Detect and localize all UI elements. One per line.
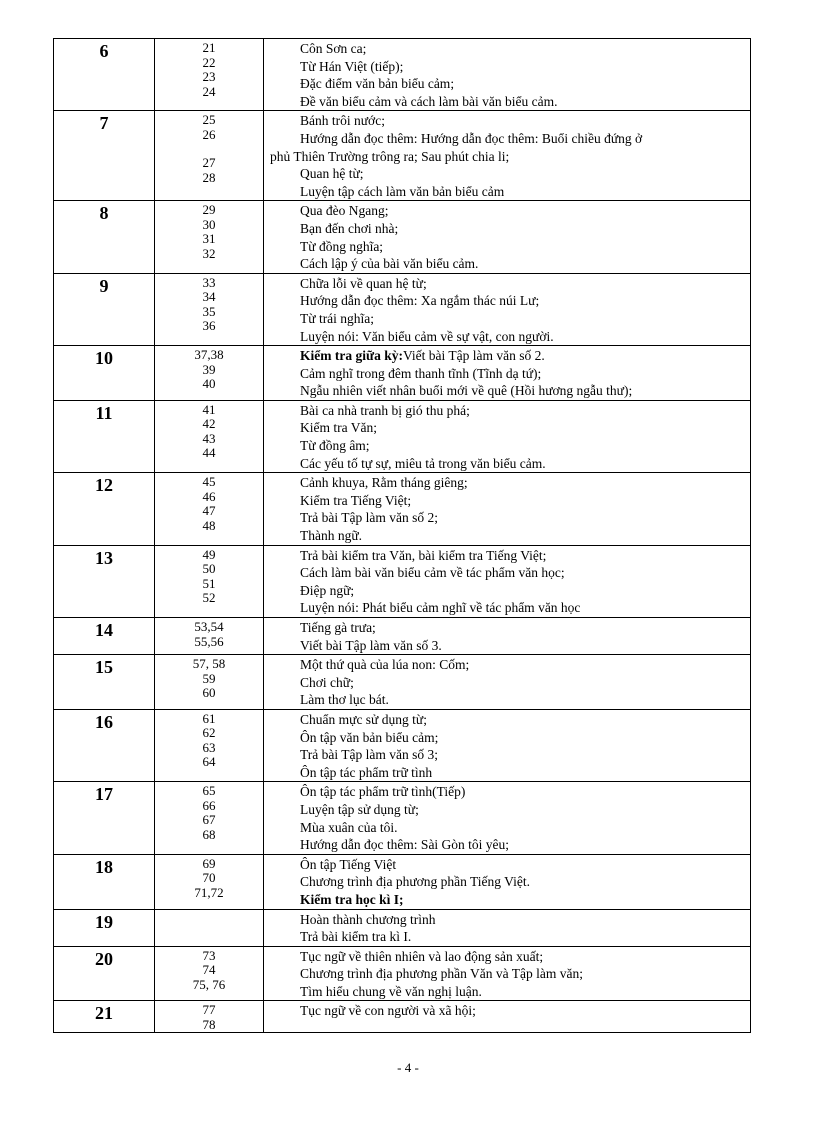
lesson-title-text: Hướng dẫn đọc thêm: Hướng dẫn đọc thêm: Buổi chiều đứng ở xyxy=(300,130,643,146)
lesson-number-cell xyxy=(155,946,264,1001)
lesson-number: 28 xyxy=(202,169,216,185)
lesson-content-cell xyxy=(264,111,751,201)
lesson-title-text: Chơi chữ; xyxy=(300,674,354,690)
lesson-number: 51 xyxy=(202,575,216,591)
lesson-content-cell xyxy=(264,473,751,545)
lesson-title xyxy=(270,564,744,582)
lesson-title-text: Bánh trôi nước; xyxy=(300,113,385,129)
lesson-number: 43 xyxy=(202,430,216,446)
lesson-number: 24 xyxy=(202,83,216,99)
lesson-number: 74 xyxy=(202,962,216,978)
lesson-content-cell xyxy=(264,909,751,946)
lesson-number-cell xyxy=(155,618,264,655)
lesson-title-text: Từ trái nghĩa; xyxy=(300,310,375,326)
table-row xyxy=(54,39,751,111)
lesson-title xyxy=(270,255,744,273)
lesson-number: 40 xyxy=(202,376,216,392)
lesson-title xyxy=(270,202,744,220)
table-body xyxy=(54,39,751,1033)
lesson-number: 37,38 xyxy=(194,347,224,363)
lesson-content-cell xyxy=(264,201,751,273)
lesson-title xyxy=(270,112,744,130)
lesson-title xyxy=(270,582,744,600)
lesson-title xyxy=(270,419,744,437)
lesson-title-text: phủ Thiên Trường trông ra; Sau phút chia li; xyxy=(270,148,510,164)
lesson-title-text: Tiếng gà trưa; xyxy=(300,620,376,635)
week-cell: 20 xyxy=(54,946,155,1001)
lesson-number: 23 xyxy=(202,69,216,84)
lesson-number: 45 xyxy=(202,474,216,490)
lesson-title xyxy=(270,275,744,293)
lesson-title-text: Ôn tập Tiếng Việt xyxy=(300,856,397,872)
lesson-title-text: Làm thơ lục bát. xyxy=(300,692,389,708)
lesson-content-cell xyxy=(264,618,751,655)
schedule-sheet xyxy=(53,38,751,1033)
week-cell: 9 xyxy=(54,273,155,345)
lesson-number: 67 xyxy=(202,812,216,828)
lesson-number-cell xyxy=(155,655,264,710)
lesson-content-cell xyxy=(264,400,751,472)
lesson-number: 68 xyxy=(202,826,216,842)
week-cell: 18 xyxy=(54,854,155,909)
lesson-number: 21 xyxy=(202,40,216,55)
table-row xyxy=(54,1001,751,1033)
week-cell: 17 xyxy=(54,782,155,854)
lesson-title-text: Trả bài kiểm tra kì I. xyxy=(300,929,412,945)
lesson-title xyxy=(270,347,744,365)
lesson-number-cell xyxy=(155,545,264,617)
lesson-title xyxy=(270,183,744,201)
lesson-schedule-table xyxy=(53,38,751,1033)
lesson-title xyxy=(270,599,744,617)
lesson-title xyxy=(270,292,744,310)
lesson-title xyxy=(270,58,744,76)
lesson-number-cell xyxy=(155,854,264,909)
lesson-title-text: Chữa lỗi về quan hệ từ; xyxy=(300,275,427,291)
lesson-title-text: Từ đồng âm; xyxy=(300,438,370,454)
lesson-title-text: Chuẩn mực sử dụng từ; xyxy=(300,711,427,727)
table-row xyxy=(54,346,751,401)
lesson-title-text: Côn Sơn ca; xyxy=(300,41,367,56)
lesson-title-text: Hướng dẫn đọc thêm: Xa ngắm thác núi Lư; xyxy=(300,293,540,309)
week-cell: 6 xyxy=(54,39,155,111)
table-row xyxy=(54,473,751,545)
table-row xyxy=(54,909,751,946)
lesson-title xyxy=(270,547,744,565)
lesson-content-cell xyxy=(264,273,751,345)
week-cell: 10 xyxy=(54,346,155,401)
lesson-number: 48 xyxy=(202,517,216,533)
lesson-title xyxy=(270,509,744,527)
lesson-title-text: Luyện tập sử dụng từ; xyxy=(300,801,419,817)
lesson-title xyxy=(270,310,744,328)
lesson-number: 55,56 xyxy=(194,633,224,649)
lesson-number: 70 xyxy=(202,870,216,886)
lesson-title-text: Cảnh khuya, Rằm tháng giêng; xyxy=(300,475,468,491)
lesson-title-text: Cách lập ý của bài văn biểu cảm. xyxy=(300,256,479,272)
week-cell: 7 xyxy=(54,111,155,201)
lesson-number: 46 xyxy=(202,488,216,504)
lesson-number: 57, 58 xyxy=(192,656,226,672)
lesson-title xyxy=(270,873,744,891)
lesson-title xyxy=(270,130,744,148)
lesson-title xyxy=(270,527,744,545)
week-cell: 16 xyxy=(54,709,155,781)
lesson-number-cell xyxy=(155,201,264,273)
table-row xyxy=(54,709,751,781)
lesson-title-text: Quan hệ từ; xyxy=(300,166,364,182)
week-cell: 14 xyxy=(54,618,155,655)
week-cell: 19 xyxy=(54,909,155,946)
lesson-title xyxy=(270,746,744,764)
lesson-title-text: Trả bài Tập làm văn số 3; xyxy=(300,747,438,763)
lesson-number-cell xyxy=(155,346,264,401)
lesson-title xyxy=(270,402,744,420)
lesson-title xyxy=(270,983,744,1001)
lesson-title-text: Đặc điểm văn bản biểu cảm; xyxy=(300,76,455,92)
week-cell: 21 xyxy=(54,1001,155,1033)
week-cell: 13 xyxy=(54,545,155,617)
table-row xyxy=(54,782,751,854)
lesson-number-spacer xyxy=(155,142,263,156)
table-row xyxy=(54,655,751,710)
lesson-title-bold: Kiểm tra học kì I; xyxy=(300,891,404,907)
lesson-number: 64 xyxy=(202,754,216,770)
lesson-title xyxy=(270,93,744,111)
lesson-title-text: Ngẫu nhiên viết nhân buổi mới về quê (Hồi hương ngẫu thư); xyxy=(300,383,633,399)
lesson-title xyxy=(270,965,744,983)
lesson-title-text: Cách làm bài văn biểu cảm về tác phẩm văn học; xyxy=(300,565,565,581)
table-row xyxy=(54,545,751,617)
lesson-number: 60 xyxy=(202,685,216,701)
lesson-title-text: Bạn đến chơi nhà; xyxy=(300,220,399,236)
lesson-title-text: Trả bài kiểm tra Văn, bài kiểm tra Tiếng Việt; xyxy=(300,547,547,563)
lesson-title-text: Ôn tập tác phẩm trữ tình xyxy=(300,764,433,780)
table-row xyxy=(54,111,751,201)
lesson-title-text: Kiểm tra Văn; xyxy=(300,420,377,436)
lesson-title xyxy=(270,165,744,183)
lesson-content-cell xyxy=(264,346,751,401)
lesson-title xyxy=(270,691,744,709)
lesson-title xyxy=(270,911,744,929)
page-number: - 4 - xyxy=(397,1060,419,1075)
lesson-title xyxy=(270,328,744,346)
lesson-number: 75, 76 xyxy=(192,976,226,992)
lesson-title xyxy=(270,238,744,256)
lesson-content-cell xyxy=(264,709,751,781)
lesson-number-cell xyxy=(155,473,264,545)
lesson-number: 33 xyxy=(202,274,216,290)
lesson-number-cell xyxy=(155,273,264,345)
lesson-title xyxy=(270,474,744,492)
lesson-title xyxy=(270,656,744,674)
lesson-content-cell xyxy=(264,39,751,111)
lesson-number: 41 xyxy=(202,401,216,417)
week-cell: 15 xyxy=(54,655,155,710)
lesson-title-text: Từ Hán Việt (tiếp); xyxy=(300,58,404,74)
lesson-number: 22 xyxy=(202,54,216,70)
lesson-number: 62 xyxy=(202,725,216,741)
lesson-number: 71,72 xyxy=(194,884,224,900)
lesson-number: 25 xyxy=(202,112,216,128)
lesson-title-text: Một thứ quà của lúa non: Cốm; xyxy=(300,657,470,673)
lesson-title-text: Kiểm tra Tiếng Việt; xyxy=(300,492,412,508)
lesson-title-text: Các yếu tố tự sự, miêu tả trong văn biểu cảm. xyxy=(300,455,546,471)
lesson-title xyxy=(270,619,744,637)
lesson-number: 44 xyxy=(202,445,216,461)
lesson-number: 73 xyxy=(202,947,216,963)
table-row xyxy=(54,618,751,655)
lesson-title-text: Hoàn thành chương trình xyxy=(300,911,436,927)
lesson-number-cell xyxy=(155,782,264,854)
lesson-title-text: Thành ngữ. xyxy=(300,528,363,544)
table-row xyxy=(54,854,751,909)
lesson-number: 39 xyxy=(202,361,216,377)
lesson-title xyxy=(270,836,744,854)
lesson-number-cell xyxy=(155,709,264,781)
lesson-title xyxy=(270,75,744,93)
lesson-title xyxy=(270,928,744,946)
lesson-number: 50 xyxy=(202,561,216,577)
lesson-number: 61 xyxy=(202,710,216,726)
lesson-title xyxy=(270,220,744,238)
lesson-title-text: Đề văn biểu cảm và cách làm bài văn biểu cảm. xyxy=(300,93,558,109)
lesson-number: 29 xyxy=(202,202,216,218)
lesson-title xyxy=(270,492,744,510)
lesson-title xyxy=(270,891,744,909)
table-row xyxy=(54,400,751,472)
lesson-title xyxy=(270,148,744,166)
lesson-title xyxy=(270,711,744,729)
lesson-title-text: Tục ngữ về con người và xã hội; xyxy=(300,1003,476,1019)
lesson-number: 32 xyxy=(202,245,216,261)
table-row xyxy=(54,273,751,345)
lesson-title xyxy=(270,437,744,455)
lesson-title-text: Luyện nói: Văn biểu cảm về sự vật, con người. xyxy=(300,328,554,344)
week-cell: 8 xyxy=(54,201,155,273)
week-cell: 12 xyxy=(54,473,155,545)
lesson-title-text: Bài ca nhà tranh bị gió thu phá; xyxy=(300,402,470,418)
lesson-number: 31 xyxy=(202,231,216,247)
lesson-number: 34 xyxy=(202,289,216,305)
lesson-title xyxy=(270,783,744,801)
lesson-title xyxy=(270,40,744,58)
lesson-title xyxy=(270,637,744,655)
week-cell: 11 xyxy=(54,400,155,472)
lesson-title-text: Luyện tập cách làm văn bản biểu cảm xyxy=(300,183,505,199)
lesson-number: 66 xyxy=(202,797,216,813)
lesson-title xyxy=(270,948,744,966)
table-row xyxy=(54,201,751,273)
lesson-title-text: Cảm nghĩ trong đêm thanh tĩnh (Tĩnh dạ tứ); xyxy=(300,365,542,381)
lesson-title xyxy=(270,729,744,747)
lesson-number: 78 xyxy=(202,1016,216,1032)
lesson-number-cell xyxy=(155,111,264,201)
lesson-title xyxy=(270,674,744,692)
lesson-number-cell xyxy=(155,909,264,946)
lesson-number: 63 xyxy=(202,739,216,755)
lesson-title-text: Viết bài Tập làm văn số 2. xyxy=(402,348,545,364)
lesson-number: 36 xyxy=(202,318,216,334)
lesson-title-text: Chương trình địa phương phần Tiếng Việt. xyxy=(300,874,530,890)
lesson-content-cell xyxy=(264,854,751,909)
lesson-number: 53,54 xyxy=(194,619,224,634)
lesson-title-text: Điệp ngữ; xyxy=(300,582,355,598)
lesson-number-cell xyxy=(155,1001,264,1033)
lesson-title-text: Tìm hiểu chung về văn nghị luận. xyxy=(300,983,482,999)
lesson-title-text: Qua đèo Ngang; xyxy=(300,203,389,219)
lesson-title xyxy=(270,382,744,400)
lesson-title-text: Mùa xuân của tôi. xyxy=(300,819,398,835)
lesson-content-cell xyxy=(264,782,751,854)
lesson-title-bold: Kiểm tra giữa kỳ: xyxy=(300,348,403,364)
lesson-content-cell xyxy=(264,545,751,617)
lesson-title-text: Viết bài Tập làm văn số 3. xyxy=(300,637,442,653)
lesson-number: 47 xyxy=(202,503,216,519)
lesson-number: 26 xyxy=(202,126,216,142)
lesson-title xyxy=(270,365,744,383)
lesson-title xyxy=(270,819,744,837)
lesson-number: 77 xyxy=(202,1002,216,1018)
lesson-number-cell xyxy=(155,39,264,111)
lesson-title-text: Trả bài Tập làm văn số 2; xyxy=(300,510,438,526)
lesson-title-text: Hướng dẫn đọc thêm: Sài Gòn tôi yêu; xyxy=(300,837,510,853)
lesson-title xyxy=(270,1002,744,1020)
lesson-content-cell xyxy=(264,946,751,1001)
lesson-number: 42 xyxy=(202,416,216,432)
lesson-title-text: Luyện nói: Phát biểu cảm nghĩ về tác phẩm văn học xyxy=(300,600,581,616)
lesson-content-cell xyxy=(264,655,751,710)
lesson-title xyxy=(270,455,744,473)
lesson-number: 59 xyxy=(202,670,216,686)
lesson-title-text: Ôn tập văn bản biểu cảm; xyxy=(300,729,439,745)
lesson-title-text: Ôn tập tác phẩm trữ tình(Tiếp) xyxy=(300,784,466,800)
lesson-number: 65 xyxy=(202,783,216,799)
table-row xyxy=(54,946,751,1001)
lesson-number: 35 xyxy=(202,303,216,319)
lesson-number: 52 xyxy=(202,590,216,606)
lesson-title xyxy=(270,801,744,819)
lesson-number: 27 xyxy=(202,155,216,171)
lesson-title-text: Chương trình địa phương phần Văn và Tập làm văn; xyxy=(300,966,583,982)
lesson-title xyxy=(270,764,744,782)
lesson-title-text: Từ đồng nghĩa; xyxy=(300,238,384,254)
lesson-number: 30 xyxy=(202,216,216,232)
lesson-title xyxy=(270,856,744,874)
lesson-number: 69 xyxy=(202,855,216,871)
lesson-content-cell xyxy=(264,1001,751,1033)
lesson-number-cell xyxy=(155,400,264,472)
lesson-number: 49 xyxy=(202,546,216,562)
lesson-title-text: Tục ngữ về thiên nhiên và lao động sản xuất; xyxy=(300,948,544,964)
